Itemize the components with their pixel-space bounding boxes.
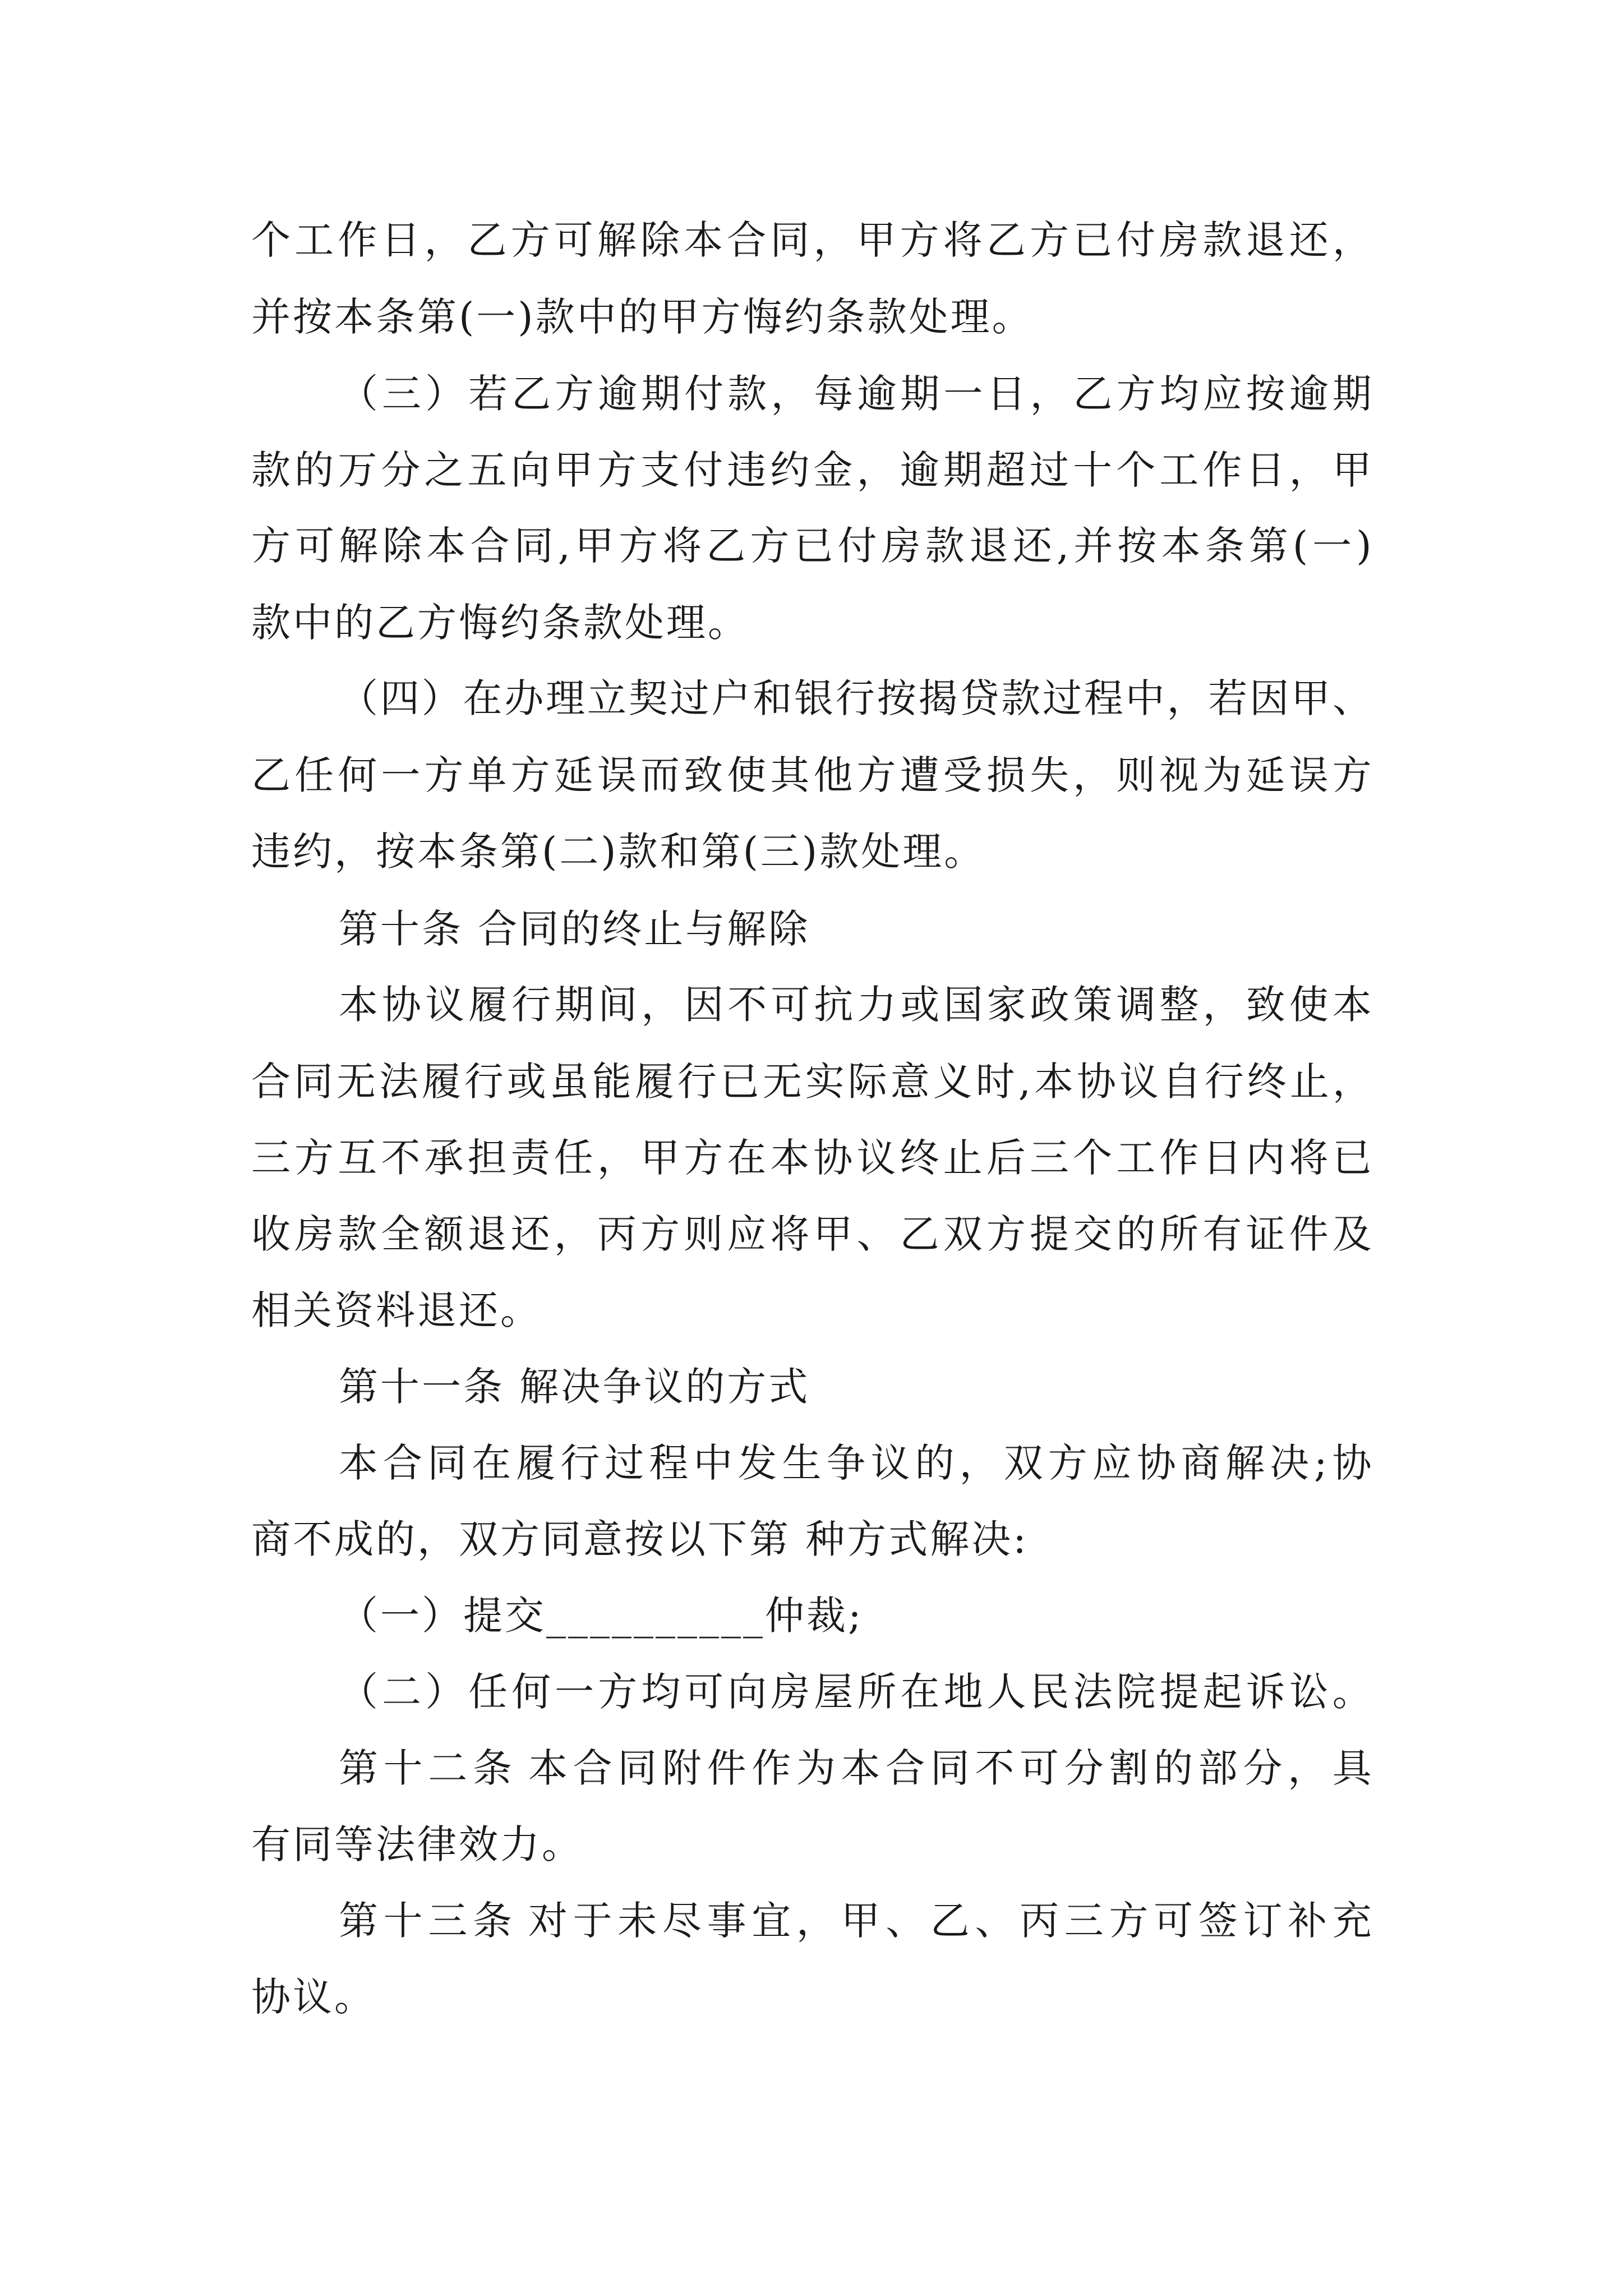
text-line-19: （一）提交__________仲裁; (339, 1593, 864, 1639)
text-line-3: （ 三 ） 若 乙 方 逾 期 付 款 ， 每 逾 期 一 日 ， 乙 方 均 应 按 逾 期 (339, 371, 1372, 417)
text-line-2: 并按本条第(一)款中的甲方悔约条款处理。 (251, 294, 1034, 340)
text-line-5: 方 可 解 除 本 合 同 , 甲 方 将 乙 方 已 付 房 款 退 还 , 并 按 本 条 第 ( 一 ) (251, 523, 1372, 569)
text-line-10: 第十条 合同的终止与解除 (339, 906, 810, 952)
text-line-13: 三 方 互 不 承 担 责 任 ， 甲 方 在 本 协 议 终 止 后 三 个 工 作 日 内 将 已 (251, 1135, 1372, 1181)
text-line-7: （ 四 ） 在 办 理 立 契 过 户 和 银 行 按 揭 贷 款 过 程 中 ， 若 因 甲 、 (339, 675, 1372, 721)
text-line-17: 本 合 同 在 履 行 过 程 中 发 生 争 议 的 ， 双 方 应 协 商 解 决 ; 协 (339, 1440, 1372, 1486)
text-line-22: 有同等法律效力。 (251, 1821, 583, 1867)
text-line-15: 相关资料退还。 (251, 1287, 542, 1333)
text-line-16: 第十一条 解决争议的方式 (339, 1364, 810, 1410)
text-line-23: 第 十 三 条 对 于 未 尽 事 宜 ， 甲 、 乙 、 丙 三 方 可 签 订 补 充 (339, 1898, 1372, 1944)
text-line-18: 商不成的，双方同意按以下第 种方式解决: (251, 1516, 1029, 1562)
text-line-21: 第 十 二 条 本 合 同 附 件 作 为 本 合 同 不 可 分 割 的 部 分 ， 具 (339, 1745, 1372, 1791)
text-line-24: 协议。 (251, 1974, 376, 2020)
text-line-4: 款 的 万 分 之 五 向 甲 方 支 付 违 约 金 ， 逾 期 超 过 十 个 工 作 日 ， 甲 (251, 447, 1372, 493)
text-line-12: 合 同 无 法 履 行 或 虽 能 履 行 已 无 实 际 意 义 时 , 本 协 议 自 行 终 止 ， (251, 1059, 1372, 1105)
text-line-8: 乙 任 何 一 方 单 方 延 误 而 致 使 其 他 方 遭 受 损 失 ， 则 视 为 延 误 方 (251, 752, 1372, 798)
text-line-9: 违约，按本条第(二)款和第(三)款处理。 (251, 829, 986, 875)
text-line-20: （ 二 ） 任 何 一 方 均 可 向 房 屋 所 在 地 人 民 法 院 提 起 诉 讼 。 (339, 1669, 1372, 1715)
text-line-6: 款中的乙方悔约条款处理。 (251, 600, 749, 646)
text-line-14: 收 房 款 全 额 退 还 ， 丙 方 则 应 将 甲 、 乙 双 方 提 交 的 所 有 证 件 及 (251, 1211, 1372, 1257)
text-line-11: 本 协 议 履 行 期 间 ， 因 不 可 抗 力 或 国 家 政 策 调 整 ， 致 使 本 (339, 982, 1372, 1028)
text-line-1: 个 工 作 日 ， 乙 方 可 解 除 本 合 同 ， 甲 方 将 乙 方 已 付 房 款 退 还 ， (251, 217, 1372, 263)
